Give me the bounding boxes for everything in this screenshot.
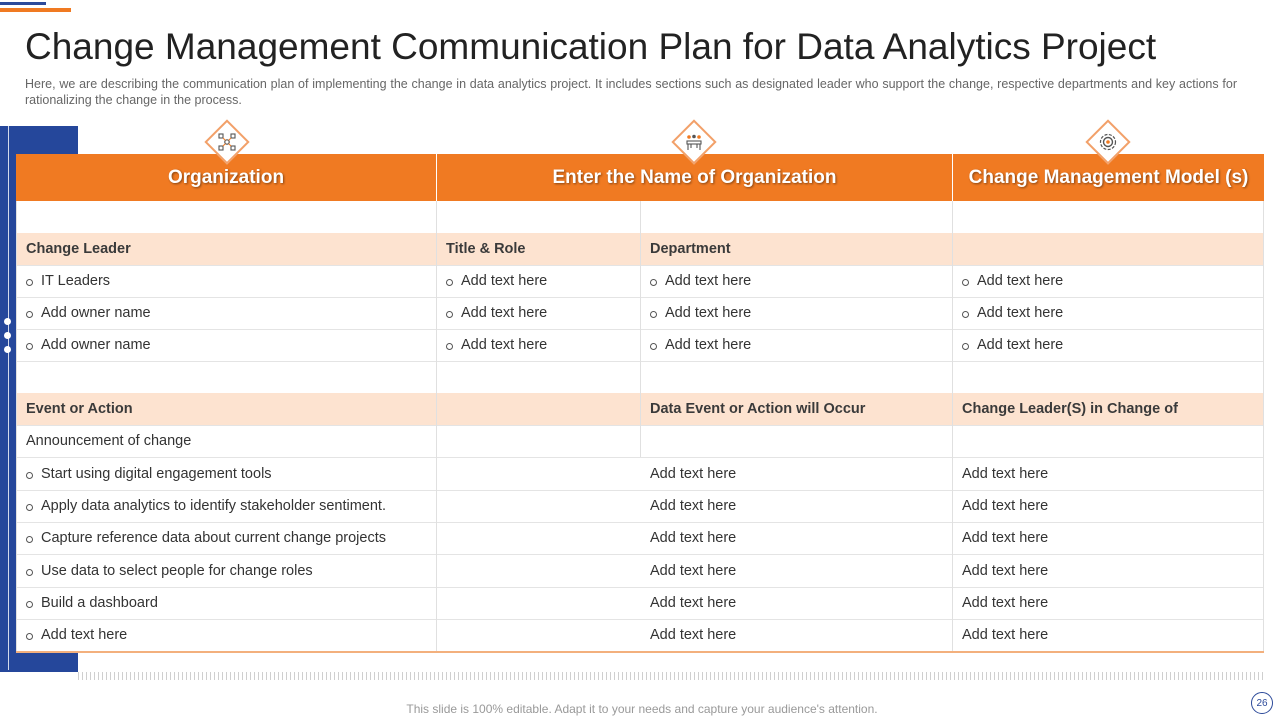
bullet-icon	[26, 279, 33, 286]
label-data-event: Data Event or Action will Occur	[650, 401, 866, 417]
bullet-icon	[26, 472, 33, 479]
bullet-icon	[650, 343, 657, 350]
cell-text: Apply data analytics to identify stakeholder sentiment.	[41, 498, 386, 514]
team-meeting-icon	[678, 126, 710, 158]
cell-event	[16, 457, 436, 490]
cell-text: Build a dashboard	[41, 595, 158, 611]
gear-cycle-icon	[1092, 126, 1124, 158]
cell-title	[436, 265, 640, 297]
top-accent-bar-orange	[0, 8, 71, 12]
cell-department	[640, 265, 952, 297]
cell-change-leaders: Add text here	[962, 627, 1049, 643]
cell-announcement: Announcement of change	[26, 433, 192, 449]
bullet-icon	[26, 504, 33, 511]
cell-data-event: Add text here	[650, 530, 737, 546]
table-row	[16, 587, 1264, 620]
cell-text: Add text here	[977, 305, 1064, 321]
table-row	[16, 490, 1264, 523]
communication-plan-table	[16, 154, 1264, 652]
bullet-icon	[962, 279, 969, 286]
cell-model	[952, 297, 1264, 329]
bullet-icon	[26, 311, 33, 318]
footer-note: This slide is 100% editable. Adapt it to your needs and capture your audience's attention.	[406, 702, 878, 716]
cell-text: Capture reference data about current change projects	[41, 530, 386, 546]
cell-model	[952, 265, 1264, 297]
header-organization: Organization	[16, 154, 436, 201]
cell-data-event: Add text here	[650, 465, 737, 482]
cell-event	[16, 554, 436, 587]
cell-text: Add owner name	[41, 305, 151, 321]
cell-change-leaders: Add text here	[962, 562, 1049, 579]
grid-line	[1263, 201, 1264, 652]
label-event-action: Event or Action	[26, 401, 133, 417]
cell-text: IT Leaders	[41, 273, 111, 289]
cell-text: Add text here	[665, 273, 752, 289]
bullet-icon	[26, 536, 33, 543]
label-title-role: Title & Role	[446, 241, 526, 257]
cell-data-event: Add text here	[650, 595, 737, 611]
label-empty	[436, 393, 640, 425]
slide-title: Change Management Communication Plan for Data Analytics Project	[25, 26, 1157, 67]
cell-text: Add text here	[461, 305, 548, 321]
page-number-badge: 26	[1251, 692, 1273, 714]
cell-text: Add owner name	[41, 337, 151, 353]
table-row	[16, 522, 1264, 555]
cell-event	[16, 587, 436, 619]
cell-change-leaders: Add text here	[962, 498, 1049, 514]
top-accent-bar-blue	[0, 2, 46, 5]
bullet-icon	[962, 343, 969, 350]
bullet-icon	[650, 279, 657, 286]
label-department: Department	[650, 241, 731, 257]
cell-leader	[16, 265, 436, 297]
cell-event	[16, 619, 436, 651]
cell-data-event: Add text here	[650, 498, 737, 514]
bullet-icon	[650, 311, 657, 318]
decorative-tick-strip	[78, 672, 1264, 680]
label-change-leader: Change Leader	[26, 241, 131, 257]
side-dot	[4, 346, 11, 353]
cell-text: Add text here	[41, 627, 128, 643]
cell-text: Start using digital engagement tools	[41, 465, 272, 482]
bullet-icon	[446, 311, 453, 318]
bullet-icon	[962, 311, 969, 318]
cell-leader	[16, 329, 436, 361]
table-bottom-border	[16, 651, 1264, 653]
grid-line	[436, 201, 437, 652]
cell-data-event: Add text here	[650, 627, 737, 643]
cell-change-leaders: Add text here	[962, 595, 1049, 611]
cell-title	[436, 329, 640, 361]
cell-event	[16, 522, 436, 554]
cell-text: Add text here	[461, 273, 548, 289]
cell-text: Add text here	[665, 305, 752, 321]
organization-chart-icon	[211, 126, 243, 158]
label-empty	[952, 233, 1264, 265]
bullet-icon	[26, 601, 33, 608]
cell-department	[640, 329, 952, 361]
cell-data-event: Add text here	[650, 562, 737, 579]
cell-department	[640, 297, 952, 329]
bullet-icon	[26, 343, 33, 350]
side-dot	[4, 332, 11, 339]
header-organization-name: Enter the Name of Organization	[437, 154, 952, 201]
cell-text: Add text here	[665, 337, 752, 353]
grid-line	[640, 201, 641, 457]
bullet-icon	[446, 279, 453, 286]
table-row	[16, 554, 1264, 588]
cell-text: Add text here	[977, 273, 1064, 289]
table-row	[16, 619, 1264, 651]
bullet-icon	[26, 633, 33, 640]
bullet-icon	[26, 569, 33, 576]
side-accent-line	[8, 126, 9, 670]
table-row	[16, 457, 1264, 491]
cell-title	[436, 297, 640, 329]
cell-text: Use data to select people for change roles	[41, 562, 313, 579]
cell-text: Add text here	[977, 337, 1064, 353]
side-dot	[4, 318, 11, 325]
header-change-model: Change Management Model (s)	[953, 154, 1264, 201]
grid-line	[16, 201, 17, 652]
label-change-leaders: Change Leader(S) in Change of	[962, 401, 1178, 417]
cell-change-leaders: Add text here	[962, 530, 1049, 546]
cell-event	[16, 490, 436, 522]
grid-line	[952, 201, 953, 652]
cell-model	[952, 329, 1264, 361]
cell-leader	[16, 297, 436, 329]
bullet-icon	[446, 343, 453, 350]
cell-text: Add text here	[461, 337, 548, 353]
cell-change-leaders: Add text here	[962, 465, 1049, 482]
slide-subtitle: Here, we are describing the communication plan of implementing the change in data analytics project. It includes sections such as designated leader who support the change, respective departments and key actions for rationalizing the change in the process.	[25, 77, 1237, 107]
